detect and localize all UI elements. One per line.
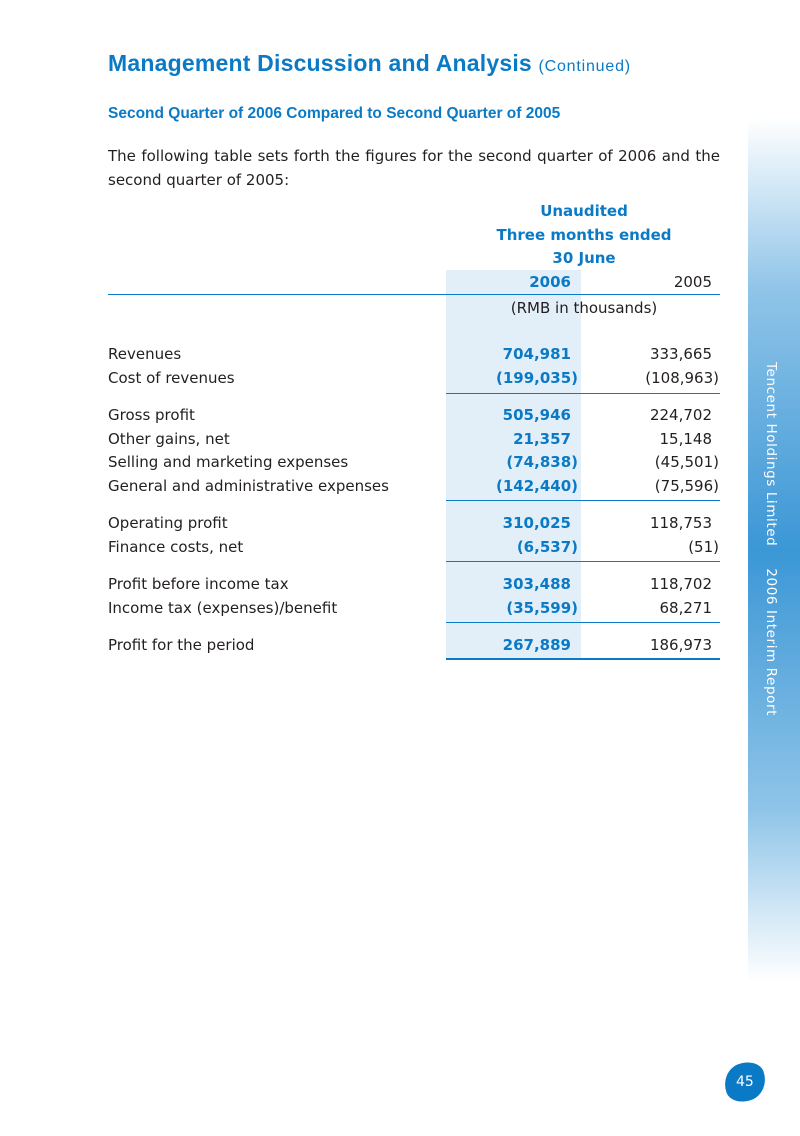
- row-label: Selling and marketing expenses: [108, 453, 349, 471]
- row-label: Other gains, net: [108, 430, 230, 448]
- value-2006: 303,488: [502, 575, 571, 593]
- title-text: Management Discussion and Analysis: [108, 50, 532, 76]
- table-row: [108, 575, 720, 597]
- header-divider: [108, 294, 720, 295]
- value-2005: 118,753: [649, 514, 712, 532]
- page-number-badge: [719, 1057, 771, 1107]
- total-double-rule: [446, 658, 720, 660]
- value-2005: 186,973: [649, 636, 712, 654]
- row-label: Profit before income tax: [108, 575, 289, 593]
- row-label: Cost of revenues: [108, 369, 235, 387]
- value-2006: 505,946: [502, 406, 571, 424]
- table-header-date: 30 June: [552, 249, 616, 267]
- value-2005: 333,665: [649, 345, 712, 363]
- subtotal-rule: [446, 622, 720, 623]
- row-label: Profit for the period: [108, 636, 255, 654]
- row-label: Income tax (expenses)/benefit: [108, 599, 338, 617]
- table-row: [108, 453, 720, 475]
- table-row: [108, 538, 720, 560]
- value-2005: (51): [688, 538, 719, 556]
- page-title: [108, 50, 631, 77]
- value-2005: 68,271: [659, 599, 712, 617]
- table-row: [108, 406, 720, 428]
- row-label: Operating profit: [108, 514, 228, 532]
- table-row: [108, 430, 720, 452]
- table-row: [108, 599, 720, 621]
- value-2006: (142,440): [495, 477, 578, 495]
- table-header-period: Three months ended: [496, 226, 672, 244]
- subtotal-rule: [446, 561, 720, 562]
- value-2006: 704,981: [502, 345, 571, 363]
- value-2005: (45,501): [654, 453, 719, 471]
- value-2006: 267,889: [502, 636, 571, 654]
- units-label: (RMB in thousands): [510, 299, 658, 317]
- table-row: [108, 345, 720, 367]
- row-label: Gross profit: [108, 406, 195, 424]
- table-row: [108, 369, 720, 391]
- table-row: [108, 477, 720, 499]
- row-label: Finance costs, net: [108, 538, 244, 556]
- value-2005: (75,596): [654, 477, 719, 495]
- title-continued: (Continued): [538, 58, 631, 75]
- subtotal-rule: [446, 393, 720, 394]
- value-2006: (35,599): [506, 599, 578, 617]
- table-header-unaudited: Unaudited: [540, 202, 628, 220]
- row-label: Revenues: [108, 345, 182, 363]
- subtotal-rule: [446, 500, 720, 501]
- sidebar-report: 2006 Interim Report: [763, 568, 779, 717]
- section-heading: Second Quarter of 2006 Compared to Second Quarter of 2005: [108, 105, 561, 122]
- column-header-2005: 2005: [673, 273, 712, 291]
- intro-paragraph: The following table sets forth the figures for the second quarter of 2006 and the second quarter of 2005:: [108, 147, 720, 189]
- column-header-2006: 2006: [529, 273, 571, 291]
- value-2006: (74,838): [506, 453, 578, 471]
- sidebar-running-title: [763, 362, 779, 716]
- sidebar-company: Tencent Holdings Limited: [763, 362, 779, 547]
- value-2005: (108,963): [645, 369, 719, 387]
- value-2005: 15,148: [659, 430, 712, 448]
- table-row: [108, 636, 720, 658]
- table-row: [108, 514, 720, 536]
- value-2006: 310,025: [502, 514, 571, 532]
- value-2005: 224,702: [649, 406, 712, 424]
- value-2005: 118,702: [649, 575, 712, 593]
- value-2006: (199,035): [495, 369, 578, 387]
- page-number: 45: [736, 1074, 754, 1091]
- value-2006: (6,537): [516, 538, 578, 556]
- value-2006: 21,357: [513, 430, 571, 448]
- row-label: General and administrative expenses: [108, 477, 389, 495]
